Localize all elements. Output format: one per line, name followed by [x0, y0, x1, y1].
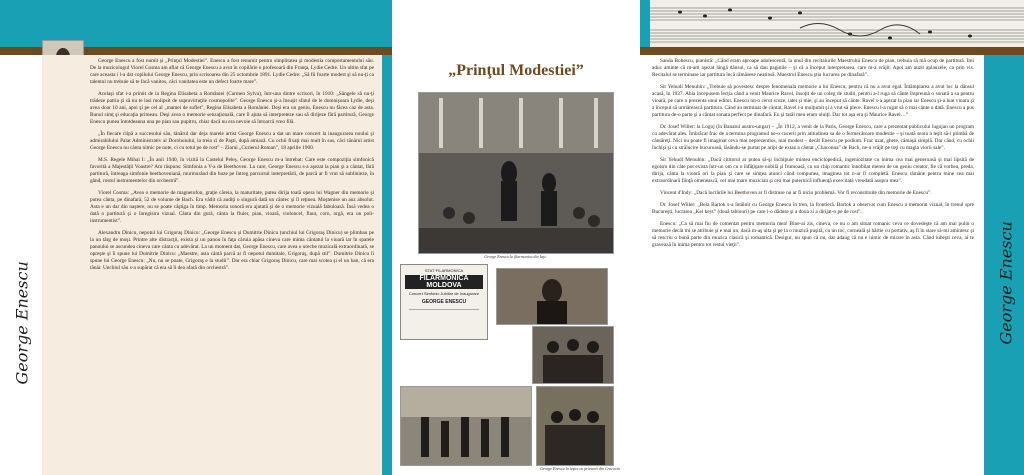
signature-left: George Enescu	[12, 261, 32, 385]
left-paragraph: Acelaşi sfat i-a primit de la Regina Elisabeta a României (Carmen Sylva), într-una dintre scrisori, în 1910: „Sângele să nu-ţi trădeze patria şi să nu te lasi molipsit de supravirtuţile cosmopolite”. George Enescu şi-a însuşit sfatul de le domnişoara Lydie, deşi avea doar 10 ani, apoi şi pe cel al „mamei de suflet”, Regina Elisabeta a României. Deşi era un geniu, Enescu nu făcea caz de asta. Bunul simţ şi educaţia primeau. Deşi avea o memorie senzaţională, care îl ajuta să interpreteze sau să dirijeze fără partitură, George Enescu punea întotdeauna una pe pian sau pupitru, chiar dacă nu era nevoie să întoarcă vreo filă.	[90, 90, 374, 125]
right-paragraph: Dr. Josef Willer: la Logoj (în Banatul austro-ungar) – „În 1912, a venit de la Paris, George Enescu, care a prezentat publicului lugojan un program cu adevărat ales. Îmbrăcat frac de a termina programul ne-o cucerit prin atitudinea sa de o fermecătoare modestie – şi toată seara a ieşit să-i plimbă de cântăreţi. Nici nu poate fi imaginat ceva mai neprezentios, mai modest – decât Enescu pe podium. Frac uzat, ghete, cămaşă simplă. Dar când, cu ochii închişi şi cu strălucire bucuroasă, lăsându-se purtat pe aripi de extaz a cântat „Chaconna” de Bach, ne-a vrăjit pe toţi cu magia viorii sale”.	[652, 123, 974, 151]
right-teal-strip	[984, 55, 1024, 475]
street-photo	[400, 386, 532, 466]
left-paragraph: „În fiecare clipă a succesului său, tânărul dar deja marele artist George Enescu a dat un mare concert la inaugurarea noului şi admirabilului Palat Administrativ al Dorohoiului, la treia zi de Paşti, după amiază. Cu ochii fixaţi mai mult în sus, căci tânărul artist George Enescu nu cânta nimic pe note, ci cu totul pe de rost” – Ziarul „Curierul Roman”, 18 aprilie 1900.	[90, 130, 374, 151]
concert-photo	[418, 92, 614, 254]
signature-right: George Enescu	[996, 221, 1016, 345]
right-paragraph: Dr. Josef Willer: „Bela Bartok s-a întâlnit cu George Enescu în tren, la frontieră. Bartok a observat cum Enescu a memorat vizual, în trenul spre Bucureşti, lucrarea „Kei keyt” (două tablouri) pe care i-o dăduse şi a doua zi a dirijat-o pe de rost”.	[652, 201, 974, 215]
left-paragraph: M.S. Regele Mihai I: „În anii 1940, în vizită la Castelul Peleş, George Enescu m-a întrebat: Care este compoziţia simfonică favorită a Majestăţii Voastre? Am răspuns: Simfonia a V-a de Beethoven. La care, George Enescu s-a aşezat la pian şi a cântat, fără partitură, întreaga simfonie beethoveniană, murmurând din buze pe întreg parcursul interpretării, de parcă ar fi vrut să sublinieze, în gând, rostul instrumentelor din orchestră”.	[90, 156, 374, 184]
concert-poster	[400, 264, 488, 340]
left-paragraph: Alexandru Dinicu, nepotul lui Grigoraş Dinicu: „George Enescu şi Dumitrie Dinicu (unchiul lui Grigoraş Dinicu) se plimbau pe la un târg de moşi. Printre alte distracţii, exista şi un panou în faţa căruia apăsa cineva care mima cântatul la vioară iar în spatele panoului se ascundea cineva care cânta cu adevărat. La un moment dat, George Enescu, care avea o ureche muzicală extraordinară, se opreşte şi îi spune lui Dumitrie Dinicu: „Maestre, asta cântă parcă ar fi nepotul dumitale, Grigoraş, după stil”. Dumitrie Dinicu îi spune lui George Enescu: „Nu, nu se poate, Grigoraş e la studii”. Dar era chiar Grigoraş Dinicu, care mai scotea şi el un ban, că era tânăr. Unchiul său s-a supărat că era să îl dea afară din orchestră”.	[90, 229, 374, 271]
left-paragraph: Viorel Cosma: „Avea o memorie de magnetofon, graţie căreia, la maturitate, putea dirija toată opera lui Wagner din memorie şi putea cânta, pe dinafară, 52 de volume de Bach. Era vădit că audiţi o singură dată un cântec şi îl reţinea. Moştenise un auz absolut. Asta e un dar din naştere, nu se poate câştiga în timp. Memoria sonoră era ajutată şi de o memorie vizuală fabuloasă. Însă vedea o dată o partitură şi o înregistra vizual. Cânta din gură, cânta la fluier, pian, vioară, violoncel, flaut, corn, orgă, era un poli-instrumentist”.	[90, 189, 374, 224]
left-vertical-divider	[382, 55, 392, 475]
concert-photo-caption: George Enescu la filarmonica din Iaşi	[484, 254, 546, 259]
crowd-photo	[536, 386, 614, 466]
header-brown-strip-right	[640, 47, 1024, 55]
street-photo-caption: George Enescu la ieşire cu prietenii din Cracovia	[540, 466, 620, 471]
right-paragraph: Vincent d'Indy: „Dacă lucrările lui Beethoven ar fi distruse nu ar fi nicio problemă. Vor fi reconstituite din memorie de Enescu”.	[660, 189, 932, 196]
poster-line1: STAT·FILARMONICA	[424, 268, 464, 273]
left-text-column	[90, 58, 374, 472]
poster-line2: FILARMONICA MOLDOVA	[405, 275, 483, 289]
right-paragraph: Enescu: „Ca să mai fiu de comentat pentru memoria mea! Bine-ai zis, cineva, ce nu o am situat romanic ceva ce dovedeşte că am mai pulin o memorie decât mi se atribuie şi e mai un, dacă m-aş uita şi pe la o muzică puşită, cu un toc, corneală şi hârtie cu portativ, aş fi în stare să-mi amintesc şi să rescriu o bună parte din muzica clasică şi romantică. Desigur, nu spun că nu, dar adaug că nu e nimic de mirare în asta. Când iubeşti ceva, ai te gravează în inima pentru tot restul vieţii”.	[652, 220, 974, 248]
poster-line4: GEORGE ENESCU	[421, 299, 467, 305]
right-paragraph: Sir Yehudi Menuhin: „Dacă cititorul ar putea să-şi închipuie mintea enciclopedică, ingeniozitate cu inima cea mai generoasă şi mai lipsită de egoism din câte pot exista într-un om cu o înfăţişare nobilă şi frumoasă, cu un chip romantic înnobilat mereu de un geniu creator, fie că vorbea, preda, dirija, cânta la vioară ori la pian şi care se simţea atunci când compunea, imaginea tot n-ar fi completă. Enescu rămâne pentru mine cea mai extraordinară fiinţă omenească, cel mai mare muzician şi cea mai puternică influenţă exercitată vreodată asupra mea”.	[652, 156, 974, 184]
page-title: „Prinţul Modestiei”	[448, 62, 584, 79]
left-paragraph: George Enescu a fost numit şi „Prinţul Modestiei”. Enescu a fost renumit pentru simplitatea şi modestia comportamentului său. De la muzicologul Viorel Cosma am aflat că George Enescu a avut în copilărie o profesoară din Franţa, Lydie Cedre. Un ultim sfat pe care aceasta i l-a dat copilului George Enescu, prin scrisoarea din 25 octombrie 1891. Lydie Cedre: „Să fii foarte modest şi să nu-ţi ca talentul nu trebuie să te facă vanitos, căci vanitatea este un defect foarte mare”.	[90, 58, 374, 85]
left-signature-strip	[0, 55, 42, 475]
top-teal-band-right	[640, 0, 650, 47]
right-paragraph: Sir Yehudi Menuhin: „Trebuie să povestesc despre fenomenala memorie a lui Enescu, pentru că nu a avut egal. Întâmplarea a avut loc la dânsul acasă, în 1937. Abia începusem lecţia când a venit Maurice Ravel, însoţit de un coleg de studii, pentru a-l ruga să cânte împreună o sonată a sa pentru vioară, pe care o prezenta unui editor. Enescu nu-o cerut scuze, iatei şi mie, şi au început să cânte. Ravel s-a aşezat la pian iar Enescu şi-a luat vioara şi a început să urmărească partitura. Când au terminat de cântat, Ravel i-a mulţumit şi a vrut să plece. Enescu l-a rugat să o mai cânte o dată. Enescu a pus partitura de-o parte şi a cântat sonata perfect pe dinafară. Eu şi tatăl meu eram uluiţi. Dar tot aşa era şi Maurice Ravel…”	[652, 83, 974, 118]
poster-line3: Concert Simfonic Jubiliar de Inaugurare	[408, 291, 480, 296]
sheet-music-image	[650, 0, 1024, 47]
right-text-column	[652, 58, 974, 472]
group-photo	[532, 326, 614, 384]
portrait-photo-violin	[496, 268, 608, 325]
right-paragraph: Sanda Bobescu, pianistă: „Când eram aproape adolescentă, la unul din recitalurile Maestrului Enescu de pian, trebuia să mă ocup de partitură. Îmi aduc aminte că m-am aşezat lângă dânsul, ca să dau paginile – şi că a început interpretarea, care m-a vrăjit. Apoi am auzit aplauzele, ca prin vis. Recitalul se terminase iar partitura încă rămăsese neatinsă. Maestrul Enescu ştia lucrarea pe dinafară”.	[652, 58, 974, 78]
